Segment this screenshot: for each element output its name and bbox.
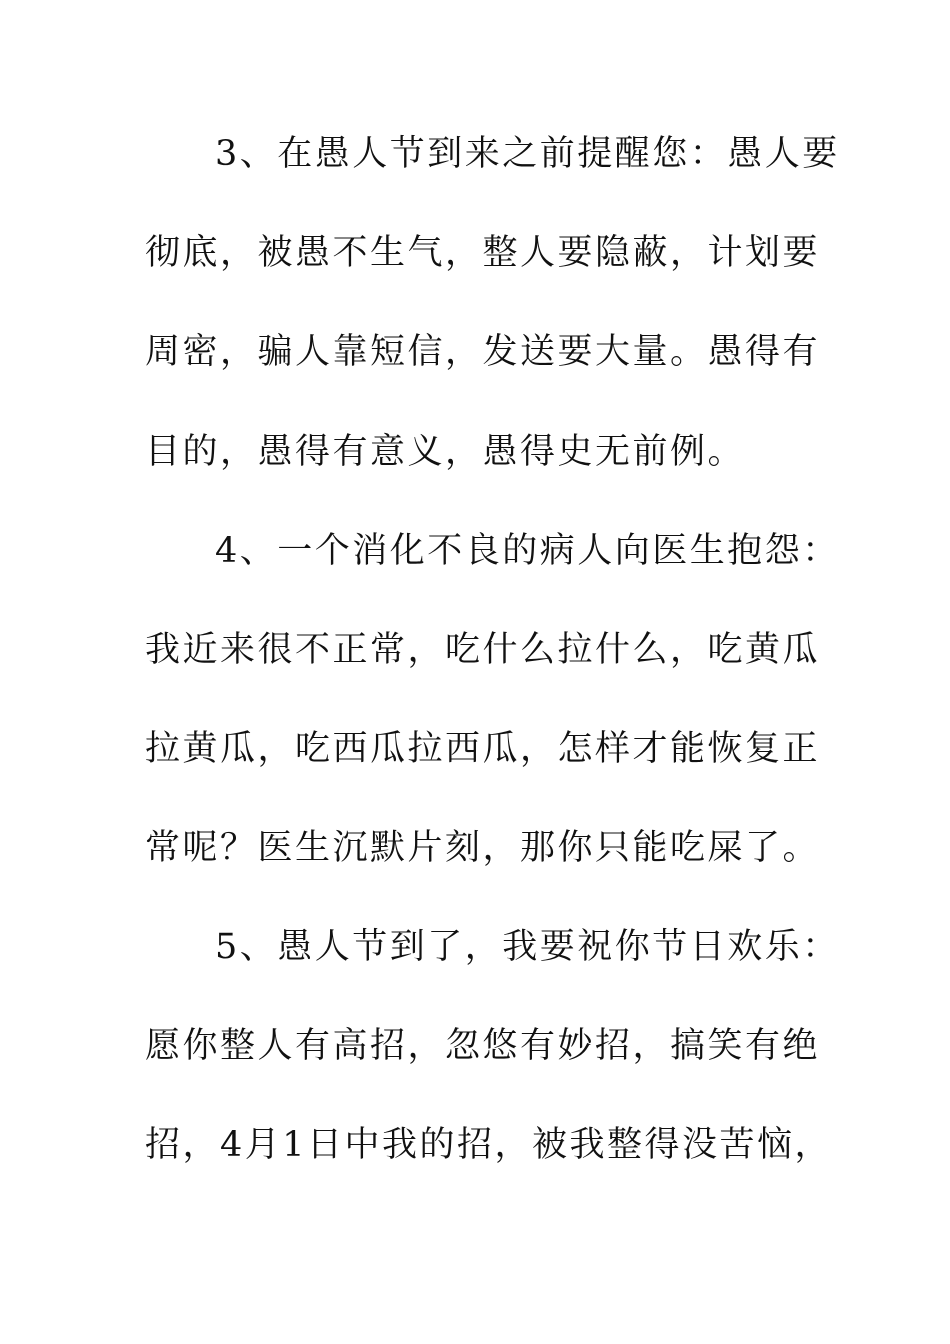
paragraph-5-line-1: 5、愚人节到了，我要祝你节日欢乐：: [215, 927, 840, 967]
paragraph-5-line-3: 招，4月1日中我的招，被我整得没苦恼，: [145, 1125, 833, 1165]
paragraph-3-line-4: 目的，愚得有意义，愚得史无前例。: [145, 432, 746, 472]
paragraph-3-line-3: 周密，骗人靠短信，发送要大量。愚得有: [145, 332, 821, 372]
paragraph-4-line-2: 我近来很不正常，吃什么拉什么，吃黄瓜: [145, 630, 821, 670]
paragraph-5-line-2: 愿你整人有高招，忽悠有妙招，搞笑有绝: [145, 1026, 821, 1066]
paragraph-3-line-1: 3、在愚人节到来之前提醒您：愚人要: [215, 134, 840, 174]
paragraph-4-line-4: 常呢？医生沉默片刻，那你只能吃屎了。: [145, 828, 821, 868]
paragraph-3-line-2: 彻底，被愚不生气，整人要隐蔽，计划要: [145, 233, 821, 273]
paragraph-4-line-3: 拉黄瓜，吃西瓜拉西瓜，怎样才能恢复正: [145, 729, 821, 769]
paragraph-4-line-1: 4、一个消化不良的病人向医生抱怨：: [215, 531, 840, 571]
